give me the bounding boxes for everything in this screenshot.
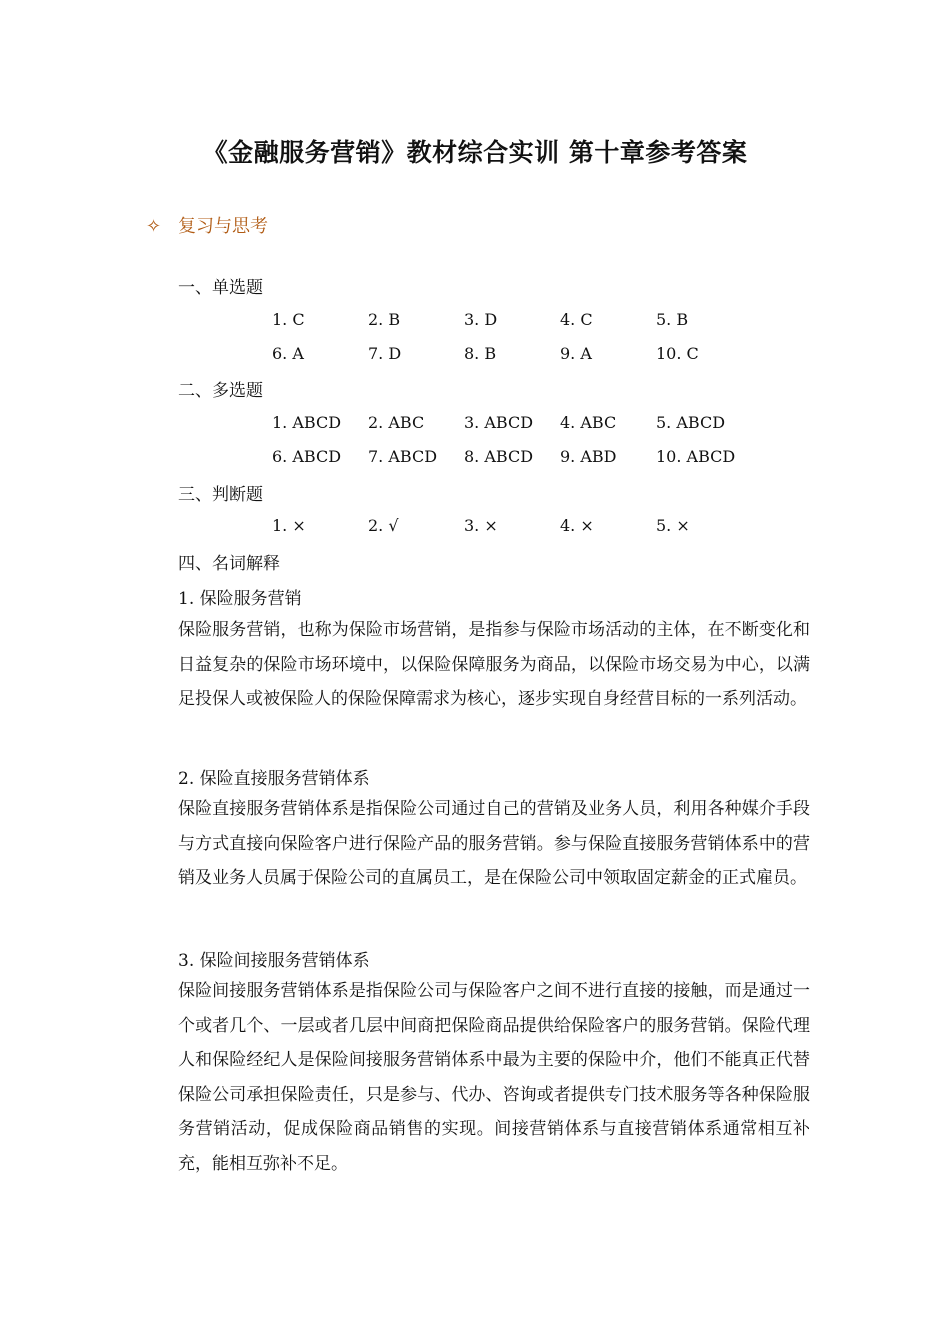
- term-heading-2: 2. 保险直接服务营销体系: [178, 769, 370, 789]
- answer-item: 2. B: [368, 310, 401, 329]
- answer-item: 8. ABCD: [464, 447, 534, 466]
- answer-item: 1. ×: [272, 516, 306, 535]
- term-definition-2: 保险直接服务营销体系是指保险公司通过自己的营销及业务人员，利用各种媒介手段与方式直接向保险客户进行保险产品的服务营销。参与保险直接服务营销体系中的营销及业务人员属于保险公司的直属员工，是在保险公司中领取固定薪金的正式雇员。: [178, 799, 810, 888]
- term-heading-1: 1. 保险服务营销: [178, 589, 302, 609]
- diamond-outline-icon: ✧: [146, 216, 162, 237]
- answer-item: 1. C: [272, 310, 305, 329]
- answer-item: 10. ABCD: [656, 447, 736, 466]
- answer-item: 4. ×: [560, 516, 594, 535]
- answer-item: 5. ×: [656, 516, 690, 535]
- term-definition-3: 保险间接服务营销体系是指保险公司与保险客户之间不进行直接的接触，而是通过一个或者几个、一层或者几层中间商把保险商品提供给保险客户的服务营销。保险代理人和保险经纪人是保险间接服务营销体系中最为主要的保险中介，他们不能真正代替保险公司承担保险责任，只是参与、代办、咨询或者提供专门技术服务等各种保险服务营销活动，促成保险商品销售的实现。间接营销体系与直接营销体系通常相互补充，能相互弥补不足。: [178, 981, 810, 1174]
- answer-item: 7. ABCD: [368, 447, 438, 466]
- section-heading: [146, 212, 268, 238]
- term-heading-3: 3. 保险间接服务营销体系: [178, 951, 370, 971]
- terms-label: 四、名词解释: [178, 554, 280, 574]
- answer-item: 6. A: [272, 344, 304, 363]
- answer-item: 5. B: [656, 310, 689, 329]
- term-definition-1: 保险服务营销，也称为保险市场营销，是指参与保险市场活动的主体，在不断变化和日益复杂的保险市场环境中，以保险保障服务为商品，以保险市场交易为中心，以满足投保人或被保险人的保险保障需求为核心，逐步实现自身经营目标的一系列活动。: [178, 620, 810, 709]
- multi-choice-label: 二、多选题: [178, 381, 263, 401]
- section-heading-label: 复习与思考: [178, 216, 268, 237]
- answer-item: 4. ABC: [560, 413, 617, 432]
- answer-item: 8. B: [464, 344, 497, 363]
- answer-item: 9. A: [560, 344, 592, 363]
- answer-item: 2. √: [368, 516, 399, 535]
- answer-item: 6. ABCD: [272, 447, 342, 466]
- answer-item: 4. C: [560, 310, 593, 329]
- answer-item: 3. D: [464, 310, 498, 329]
- answer-item: 3. ABCD: [464, 413, 534, 432]
- answer-item: 5. ABCD: [656, 413, 726, 432]
- answer-item: 10. C: [656, 344, 699, 363]
- answer-item: 3. ×: [464, 516, 498, 535]
- single-choice-label: 一、单选题: [178, 278, 263, 298]
- answer-item: 1. ABCD: [272, 413, 342, 432]
- page-title: 《金融服务营销》教材综合实训 第十章参考答案: [202, 138, 748, 167]
- answer-item: 7. D: [368, 344, 402, 363]
- answer-item: 2. ABC: [368, 413, 425, 432]
- answer-item: 9. ABD: [560, 447, 617, 466]
- true-false-label: 三、判断题: [178, 485, 263, 505]
